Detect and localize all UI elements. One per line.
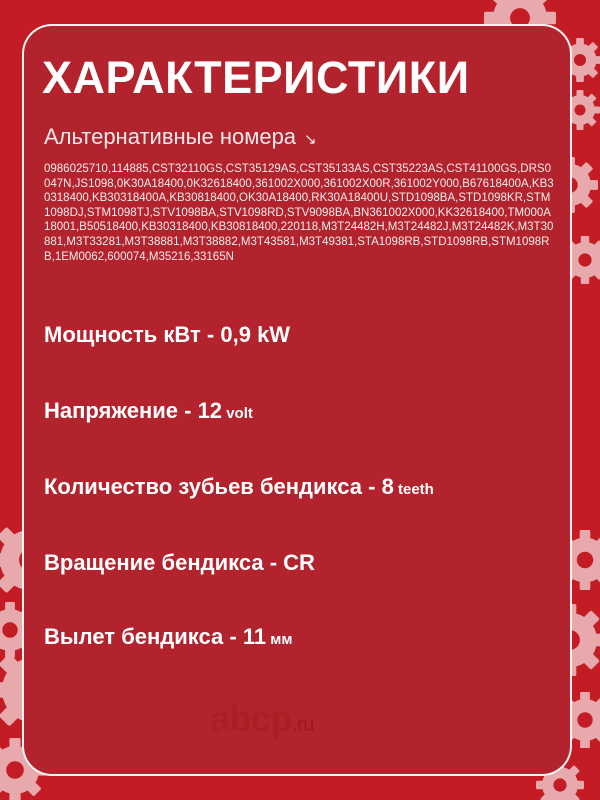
spec-rotation bbox=[44, 550, 315, 576]
alternative-numbers-heading bbox=[44, 124, 317, 150]
spec-voltage bbox=[44, 398, 253, 424]
spec-overhang-unit: мм bbox=[266, 631, 293, 648]
logo-suffix: .ru bbox=[292, 714, 314, 736]
spec-voltage-separator: - bbox=[178, 398, 198, 423]
spec-teeth-label: Количество зубьев бендикса bbox=[44, 474, 363, 499]
abcp-logo bbox=[210, 698, 314, 740]
arrow-down-right-icon: ↘ bbox=[304, 131, 317, 148]
spec-teeth-value: 8 bbox=[381, 474, 394, 499]
spec-overhang-value: 11 bbox=[242, 624, 267, 649]
spec-power bbox=[44, 322, 290, 348]
logo-name: abcp bbox=[210, 698, 293, 739]
spec-power-separator: - bbox=[200, 322, 221, 347]
spec-rotation-label: Вращение бендикса bbox=[44, 550, 264, 575]
characteristics-card bbox=[24, 26, 570, 774]
spec-power-unit: kW bbox=[250, 322, 291, 347]
spec-rotation-separator: - bbox=[263, 550, 284, 575]
spec-power-label: Мощность кВт bbox=[44, 322, 201, 347]
spec-rotation-value: CR bbox=[283, 550, 315, 575]
spec-teeth bbox=[44, 474, 434, 500]
spec-power-value: 0,9 bbox=[220, 322, 251, 347]
alternative-numbers-heading-label: Альтернативные номера bbox=[44, 124, 297, 149]
spec-voltage-unit: volt bbox=[222, 405, 253, 422]
spec-teeth-separator: - bbox=[362, 474, 382, 499]
spec-voltage-value: 12 bbox=[197, 398, 223, 423]
spec-voltage-label: Напряжение bbox=[44, 398, 178, 423]
spec-overhang bbox=[44, 624, 292, 650]
spec-teeth-unit: teeth bbox=[393, 481, 434, 498]
spec-overhang-separator: - bbox=[223, 624, 243, 649]
alternative-numbers-list: 0986025710,114885,CST32110GS,CST35129AS,CST35133AS,CST35223AS,CST41100GS,DRS0047N,JS1098,0K30A18400,0K32618400,361002X000,361002X00R,361002Y000,B67618400A,KB30318400,KB30318400A,KB30818400,OK30A18400,RK30A18400U,STD1098BA,STD1098KR,STM1098DJ,STM1098TJ,STV1098BA,STV1098RD,STV9098BA,BN361002X000,KK32618400,TM000A18001,B50518400,KB30318400,KB30818400,220118,M3T24482H,M3T24482J,M3T24482K,M3T30881,M3T33281,M3T38881,M3T38882,M3T43581,M3T49381,STA1098RB,STD1098RB,STM1098RB,1EM0062,600074,M35216,33165N bbox=[44, 163, 554, 263]
spec-overhang-label: Вылет бендикса bbox=[44, 624, 224, 649]
page-title: ХАРАКТЕРИСТИКИ bbox=[42, 52, 470, 103]
